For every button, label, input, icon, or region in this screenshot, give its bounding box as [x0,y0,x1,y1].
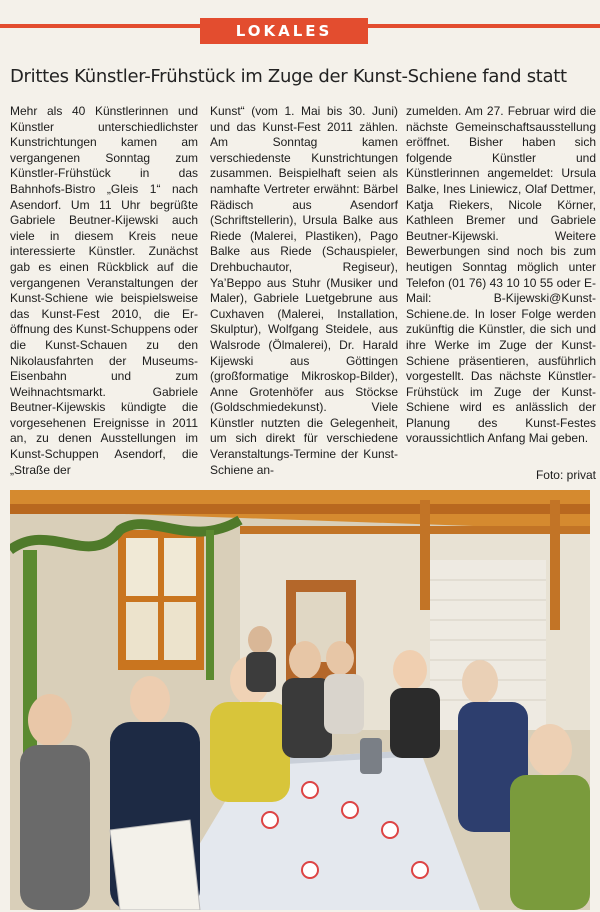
article-column-3 [406,104,596,447]
article-column-1 [10,104,198,478]
section-header [0,0,600,46]
headline: Drittes Künstler-Frühstück im Zuge der Kunst-Schiene fand statt [10,66,567,87]
photo-credit: Foto: privat [535,468,596,482]
section-label: LOKALES [200,18,368,44]
group-photo [10,490,590,910]
article-column-2 [210,104,398,478]
photo-illustration [10,490,590,910]
article-text-3: zumelden. Am 27. Februar wird die nächste Gemeinschaftsausstellung eröffnet. Bisher haben sich folgende Künstler und Künstlerinnen angemeldet: Ursula Balke, Ines Liniewicz, Olaf Dettmer, Katja Riekers, Nicole Körner, Kathleen Bremer und Gabriele Beutner-Kijewski. Weitere Bewerbungen sind noch bis zum heutigen Sonntag möglich unter Telefon (01 76) 43 10 10 55 oder E-Mail: B-Kijewski@Kunst-Schiene.de. In loser Folge werden zukünftig die Künstler, die sich und ihre Werke im Zuge der Kunst-Schiene präsentieren, ausführlich vorgestellt. Das nächste Künstler-Frühstück im Zuge der Kunst-Schiene wird es anlässlich der Planung des Kunst-Festes voraussichtlich Anfang Mai geben. [406,104,596,446]
article-text-2: Kunst“ (vom 1. Mai bis 30. Juni) und das Kunst-Fest 2011 zählen. Am Sonntag kamen verschiedenste Kunstrichtungen zusammen. Beispielhaft seien als namhafte Vertreter erwähnt: Bärbel Rädisch aus Asendorf (Schriftstellerin), Ursula Balke aus Riede (Malerei, Plastiken), Pago Balke aus Riede (Schauspieler, Drehbuchautor, Regiseur), Ya’Beppo aus Stuhr (Musiker und Maler), Gabriele Luetgebrune aus Cuxhaven (Malerei, Installation, Skulptur), Wolfgang Steidele, aus Walsrode (Ölmalerei), Dr. Harald Kijewski aus Göttingen (großformatige Mikroskop-Bilder), Anne Grotenhöfer aus Stöckse (Goldschmiedekunst). Viele Künstler nutzten die Gelegenheit, um sich direkt für verschiedene Veranstaltungs-Termine der Kunst-Schiene an- [210,104,398,477]
article-text-1: Mehr als 40 Künstlerinnen und Künstler unterschiedlichster Kunstrichtungen kamen am vergangenen Sonntag zum Künstler-Frühstück in das Bahnhofs-Bistro „Gleis 1“ nach Asendorf. Um 11 Uhr begrüßte Gabriele Beutner-Kijewski auch viele in diesem Kreis neue interessierte Künstler. Zunächst gab es einen Rückblick auf die vergangenen Veranstaltungen der Kunst-Schiene wie beispielsweise das Kunst-Fest 2010, die Eröffnung des Kunst-Schuppens oder die Kunst-Schauen zu den Nikolausfahrten der Museums-Eisenbahn und zum Weihnachtsmarkt. Gabriele Beutner-Kijewskis kündigte die vorgesehenen Ereignisse in 2011 an, zu denen Ausstellungen im Kunst-Schuppen Asendorf, die „Straße der [10,104,198,477]
